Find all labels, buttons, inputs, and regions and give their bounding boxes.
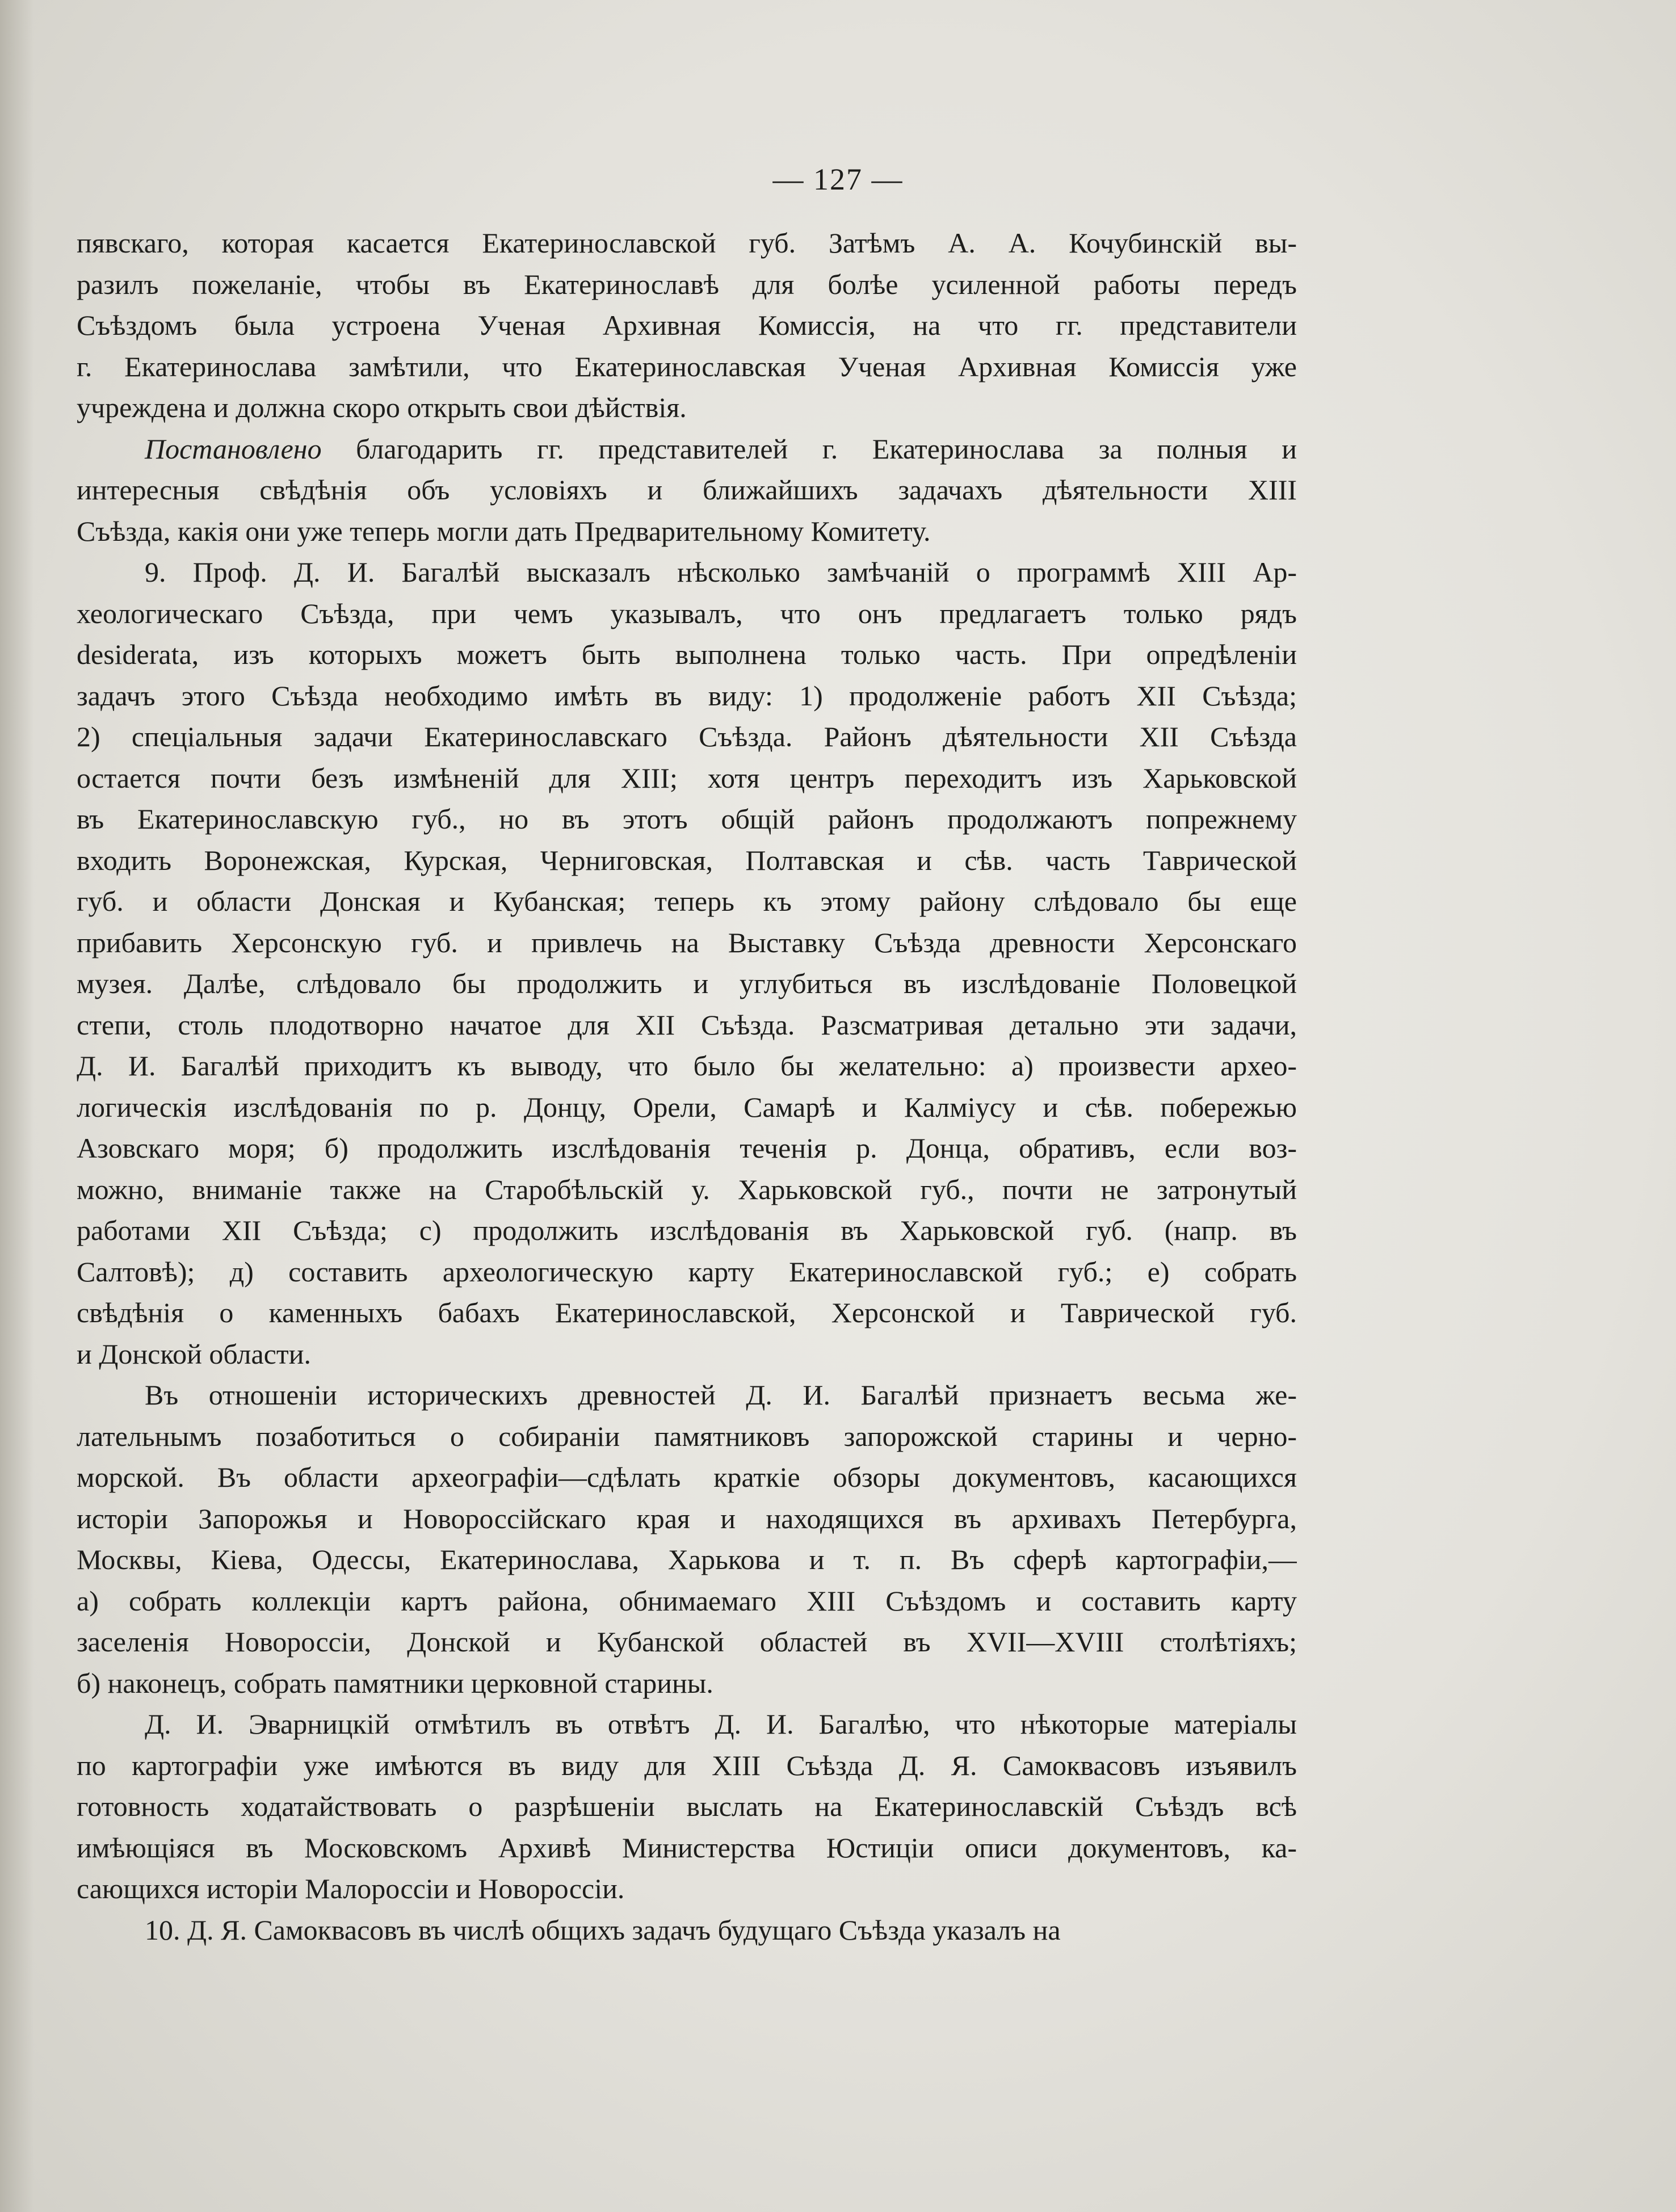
text-line: интересныя свѣдѣнія объ условіяхъ и ближайшихъ задачахъ дѣятельности XIII xyxy=(77,474,1297,506)
text-line: desiderata, изъ которыхъ можетъ быть выполнена только часть. При опредѣленіи xyxy=(77,638,1297,670)
text-line: учреждена и должна скоро открыть свои дѣйствія. xyxy=(77,392,687,423)
text-line: Съѣзда, какія они уже теперь могли дать Предварительному Комитету. xyxy=(77,515,931,547)
text-line: Москвы, Кіева, Одессы, Екатеринослава, Харькова и т. п. Въ сферѣ картографіи,— xyxy=(77,1544,1297,1575)
text-line: остается почти безъ измѣненій для XIII; хотя центръ переходитъ изъ Харьковской xyxy=(77,762,1297,794)
text-line: въ Екатеринославскую губ., но въ этотъ общій районъ продолжаютъ попрежнему xyxy=(77,803,1297,835)
text-line: логическія изслѣдованія по р. Донцу, Орели, Самарѣ и Калміусу и сѣв. побережью xyxy=(77,1091,1297,1123)
page-edge-shadow xyxy=(0,0,34,2212)
text-line: Д. И. Эварницкій отмѣтилъ въ отвѣтъ Д. И. Багалѣю, что нѣкоторые матеріалы xyxy=(145,1708,1297,1740)
text-line: готовность ходатайствовать о разрѣшеніи выслать на Екатеринославскій Съѣздъ всѣ xyxy=(77,1790,1297,1822)
body-text xyxy=(77,222,1297,1950)
text-line: морской. Въ области археографіи—сдѣлать краткіе обзоры документовъ, касающихся xyxy=(77,1461,1297,1493)
paragraph-6 xyxy=(77,1910,1297,1951)
text-line: степи, столь плодотворно начатое для XII Съѣзда. Разсматривая детально эти задачи, xyxy=(77,1008,1297,1041)
text-line xyxy=(77,428,1297,470)
text-line: 10. Д. Я. Самоквасовъ въ числѣ общихъ задачъ будущаго Съѣзда указалъ на xyxy=(145,1914,1061,1946)
text-line: Салтовѣ); д) составить археологическую карту Екатеринославской губ.; е) собрать xyxy=(77,1255,1297,1288)
text-line: г. Екатеринослава замѣтили, что Екатеринославская Ученая Архивная Комиссія уже xyxy=(77,350,1297,382)
text-line: свѣдѣнія о каменныхъ бабахъ Екатеринославской, Херсонской и Таврической губ. xyxy=(77,1297,1297,1328)
paragraph-3 xyxy=(77,552,1297,1374)
text-line: Д. И. Багалѣй приходитъ къ выводу, что было бы желательно: а) произвести архео- xyxy=(77,1050,1297,1082)
text-line: можно, вниманіе также на Старобѣльскій у. Харьковской губ., почти не затронутый xyxy=(77,1173,1297,1205)
text-line: Въ отношеніи историческихъ древностей Д. И. Багалѣй признаетъ весьма же- xyxy=(145,1379,1297,1411)
text-line: хеологическаго Съѣзда, при чемъ указывалъ, что онъ предлагаетъ только рядъ xyxy=(77,597,1297,629)
text-line: заселенія Новороссіи, Донской и Кубанской областей въ XVII—XVIII столѣтіяхъ; xyxy=(77,1626,1297,1658)
text-line: б) наконецъ, собрать памятники церковной старины. xyxy=(77,1667,713,1699)
text-line: пявскаго, которая касается Екатеринославской губ. Затѣмъ А. А. Кочубинскій вы- xyxy=(77,227,1297,259)
paragraph-5 xyxy=(77,1704,1297,1910)
text-line: задачъ этого Съѣзда необходимо имѣть въ виду: 1) продолженіе работъ XII Съѣзда; xyxy=(77,679,1297,712)
paragraph-1 xyxy=(77,222,1297,428)
text-line: и Донской области. xyxy=(77,1338,311,1370)
text-line: 2) спеціальныя задачи Екатеринославскаго Съѣзда. Районъ дѣятельности XII Съѣзда xyxy=(77,721,1297,752)
text-line: лательнымъ позаботиться о собираніи памятниковъ запорожской старины и черно- xyxy=(77,1420,1297,1452)
paragraph-4 xyxy=(77,1374,1297,1704)
text-line: музея. Далѣе, слѣдовало бы продолжить и углубиться въ изслѣдованіе Половецкой xyxy=(77,968,1297,999)
text-line: Азовскаго моря; б) продолжить изслѣдованія теченія р. Донца, обративъ, если воз- xyxy=(77,1132,1297,1164)
text-line: работами XII Съѣзда; с) продолжить изслѣдованія въ Харьковской губ. (напр. въ xyxy=(77,1214,1297,1246)
text-line: прибавить Херсонскую губ. и привлечь на Выставку Съѣзда древности Херсонскаго xyxy=(77,926,1297,958)
text-line: Съѣздомъ была устроена Ученая Архивная Комиссія, на что гг. представители xyxy=(77,309,1297,341)
text-line: разилъ пожеланіе, чтобы въ Екатеринославѣ для болѣе усиленной работы передъ xyxy=(77,268,1297,300)
text-line: исторіи Запорожья и Новороссійскаго края и находящихся въ архивахъ Петербурга, xyxy=(77,1502,1297,1534)
text-line-rest: благодарить гг. представителей г. Екатеринослава за полныя и xyxy=(321,432,1297,465)
paragraph-2 xyxy=(77,428,1297,552)
page-number: — 127 — xyxy=(772,162,904,196)
text-line: сающихся исторіи Малороссіи и Новороссіи. xyxy=(77,1873,625,1904)
text-line: имѣющіяся въ Московскомъ Архивѣ Министерства Юстиціи описи документовъ, ка- xyxy=(77,1831,1297,1864)
emphasis-text: Постановлено xyxy=(145,432,322,465)
text-line: а) собрать коллекціи картъ района, обнимаемаго XIII Съѣздомъ и составить карту xyxy=(77,1584,1297,1617)
text-line: губ. и области Донская и Кубанская; теперь къ этому району слѣдовало бы еще xyxy=(77,885,1297,917)
text-line: по картографіи уже имѣются въ виду для XIII Съѣзда Д. Я. Самоквасовъ изъявилъ xyxy=(77,1749,1297,1781)
text-line: 9. Проф. Д. И. Багалѣй высказалъ нѣсколько замѣчаній о программѣ XIII Ар- xyxy=(145,556,1297,588)
text-line: входить Воронежская, Курская, Черниговская, Полтавская и сѣв. часть Таврической xyxy=(77,844,1297,876)
